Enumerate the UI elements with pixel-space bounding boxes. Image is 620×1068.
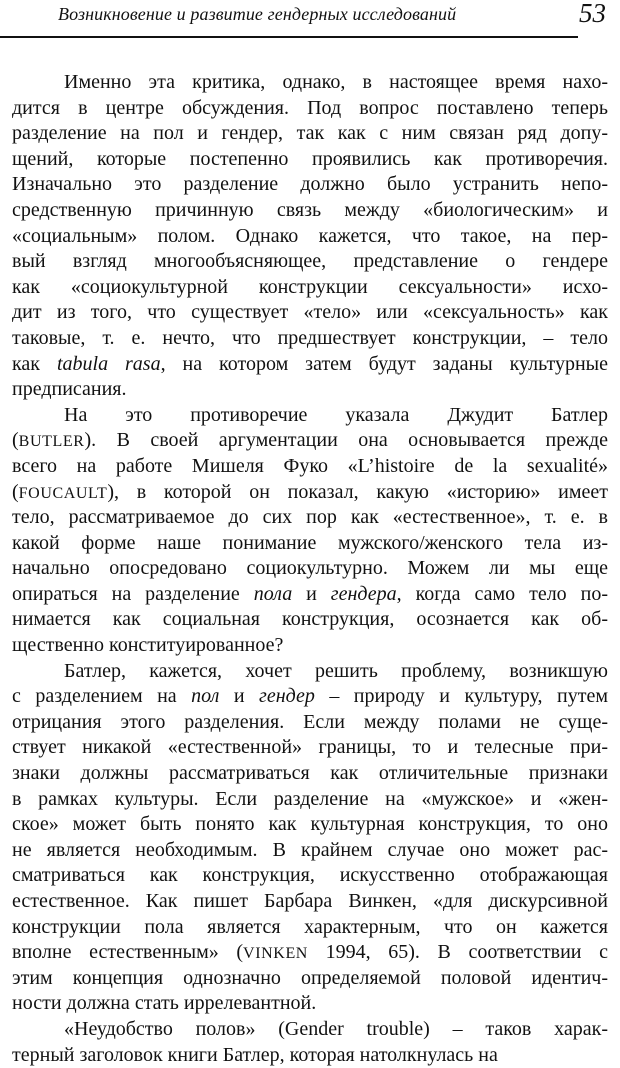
- text-line: щений, которые постепенно проявились как противоречия.: [12, 147, 608, 170]
- text-line: предписания.: [12, 378, 127, 401]
- text-line: средственную причинную связь между «биологическим» и: [12, 198, 608, 221]
- text-line: в рамках культуры. Если разделение на «мужское» и «жен-: [12, 787, 608, 810]
- author-name: FOUCAULT: [18, 484, 108, 502]
- text-line: конструкции пола является характерным, что он кажется: [12, 915, 608, 938]
- text-line: вый взгляд многообъясняющее, представление о гендере: [12, 250, 608, 273]
- text-line: естественное. Как пишет Барбара Винкен, «для дискурсивной: [12, 890, 608, 912]
- header-rule: [0, 36, 578, 38]
- italic-term: tabula rasa: [56, 352, 161, 375]
- text-line: отрицания этого разделения. Если между полами не суще-: [12, 710, 608, 733]
- text-line: Именно эта критика, однако, в настоящее время нахо-: [64, 71, 608, 93]
- text-line: ности должна стать иррелевантной.: [12, 992, 317, 1015]
- running-head-title: Возникновение и развитие гендерных исследований: [58, 4, 457, 24]
- text-line: (BUTLER). В своей аргументации она основывается прежде: [12, 429, 608, 452]
- text-line: всего на работе Мишеля Фуко «L’histoire de la sexualité»: [12, 454, 608, 477]
- text-line: разделение на пол и гендер, так как с ним связан ряд допу-: [12, 122, 608, 145]
- text-line: дится в центре обсуждения. Под вопрос поставлено теперь: [12, 96, 608, 119]
- text-line: как tabula rasa, на котором затем будут заданы культурные: [12, 352, 608, 375]
- body-text: [12, 70, 608, 1068]
- text-line: Батлер, кажется, хочет решить проблему, возникшую: [64, 659, 608, 682]
- text-line: знаки должны рассматриваться как отличительные признаки: [12, 762, 608, 785]
- text-line: начально опосредовано социокультурно. Можем ли мы еще: [12, 557, 608, 580]
- text-line: как «социокультурной конструкции сексуальности» исхо-: [12, 275, 608, 298]
- text-line: «Неудобство полов» (Gender trouble) – таков харак-: [64, 1017, 608, 1040]
- italic-term: гендера: [330, 582, 397, 605]
- text-line: этим концепция однозначно определяемой половой идентич-: [12, 966, 608, 989]
- text-line: нимается как социальная конструкция, осознается как об-: [12, 608, 608, 631]
- text-line: таковые, т. е. нечто, что предшествует конструкции, – тело: [12, 326, 608, 349]
- page-number: 53: [579, 0, 606, 28]
- text-line: опираться на разделение пола и гендера, когда само тело по-: [12, 582, 608, 605]
- text-line: не является необходимым. В крайнем случае оно может рас-: [12, 838, 608, 861]
- author-name: VINKEN: [243, 945, 308, 963]
- italic-term: пола: [253, 582, 293, 605]
- text-line: дит из того, что существует «тело» или «сексуальность» как: [12, 301, 608, 324]
- text-line: Изначально это разделение должно было устранить непо-: [12, 173, 608, 196]
- author-name: BUTLER: [18, 433, 85, 451]
- text-line: вполне естественным» (VINKEN 1994, 65). В соответствии с: [12, 941, 608, 964]
- text-line: сматриваться как конструкция, искусственно отображающая: [12, 864, 608, 887]
- text-line: «социальным» полом. Однако кажется, что такое, на пер-: [12, 224, 608, 247]
- italic-term: пол: [191, 685, 220, 708]
- italic-term: гендер: [259, 685, 315, 708]
- text-line: щественно конституированное?: [12, 634, 284, 657]
- text-line: ствует никакой «естественной» границы, то и телесные при-: [12, 736, 608, 759]
- text-line: ское» может быть понято как культурная конструкция, то оно: [12, 813, 608, 836]
- text-line: какой форме наше понимание мужского/женского тела из-: [12, 531, 608, 554]
- text-line: с разделением на пол и гендер – природу и культуру, путем: [12, 685, 608, 708]
- text-line: терный заголовок книги Батлер, которая натолкнулась на: [12, 1043, 498, 1066]
- text-line: тело, рассматриваемое до сих пор как «естественное», т. е. в: [12, 506, 608, 529]
- text-line: На это противоречие указала Джудит Батлер: [64, 403, 608, 426]
- text-line: (FOUCAULT), в которой он показал, какую «историю» имеет: [12, 480, 608, 503]
